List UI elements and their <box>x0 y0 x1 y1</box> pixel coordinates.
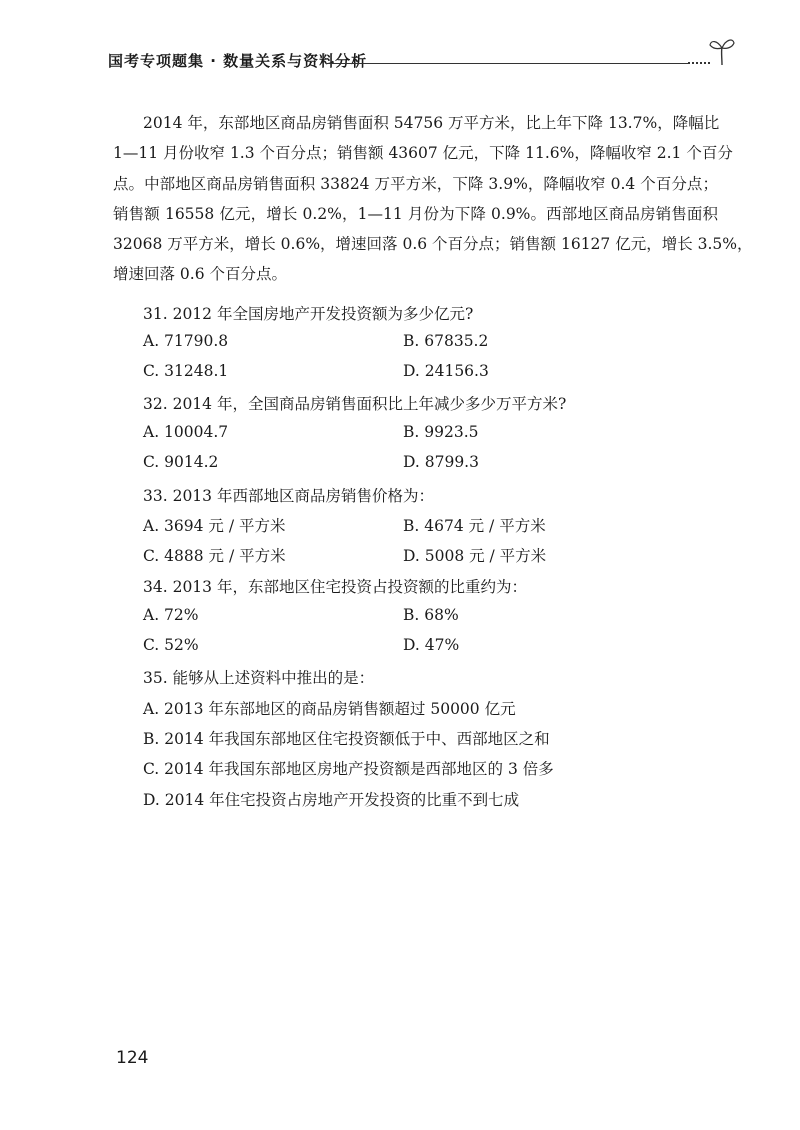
question-35-option-b: B. 2014 年我国东部地区住宅投资额低于中、西部地区之和 <box>143 730 550 748</box>
question-32-stem: 32. 2014 年，全国商品房销售面积比上年减少多少万平方米? <box>143 395 567 413</box>
question-34-option-a: A. 72% <box>143 606 199 624</box>
question-33-option-d: D. 5008 元 / 平方米 <box>403 547 547 565</box>
question-32-option-b: B. 9923.5 <box>403 423 479 441</box>
question-34-option-d: D. 47% <box>403 636 460 654</box>
question-31-option-a: A. 71790.8 <box>143 332 229 350</box>
question-31-stem: 31. 2012 年全国房地产开发投资额为多少亿元? <box>143 305 474 323</box>
question-31-option-c: C. 31248.1 <box>143 362 229 380</box>
header-rule <box>328 63 688 64</box>
running-header <box>108 48 718 78</box>
question-33-option-a: A. 3694 元 / 平方米 <box>143 517 286 535</box>
question-35-stem: 35. 能够从上述资料中推出的是： <box>143 669 375 687</box>
question-34-stem: 34. 2013 年，东部地区住宅投资占投资额的比重约为： <box>143 578 527 596</box>
passage-line: 1—11 月份收窄 1.3 个百分点；销售额 43607 亿元，下降 11.6%，降幅收窄 2.1 个百分 <box>113 144 733 163</box>
question-33-option-b: B. 4674 元 / 平方米 <box>403 517 546 535</box>
passage-line: 增速回落 0.6 个百分点。 <box>113 265 288 284</box>
question-35-option-d: D. 2014 年住宅投资占房地产开发投资的比重不到七成 <box>143 791 520 809</box>
question-34-option-b: B. 68% <box>403 606 459 624</box>
sprout-icon <box>708 36 736 66</box>
question-35-option-c: C. 2014 年我国东部地区房地产投资额是西部地区的 3 倍多 <box>143 760 554 778</box>
question-32-option-a: A. 10004.7 <box>143 423 229 441</box>
question-32-option-c: C. 9014.2 <box>143 453 219 471</box>
question-31-option-d: D. 24156.3 <box>403 362 489 380</box>
passage-line: 2014 年，东部地区商品房销售面积 54756 万平方米，比上年下降 13.7%，降幅比 <box>143 114 720 132</box>
data-passage <box>113 108 753 290</box>
question-32-option-d: D. 8799.3 <box>403 453 479 471</box>
question-33-stem: 33. 2013 年西部地区商品房销售价格为： <box>143 487 434 505</box>
question-35-option-a: A. 2013 年东部地区的商品房销售额超过 50000 亿元 <box>143 700 516 718</box>
book-title: 国考专项题集 · 数量关系与资料分析 <box>108 52 368 70</box>
header-rule-dots <box>688 62 710 64</box>
page-number: 124 <box>116 1048 149 1068</box>
question-34-option-c: C. 52% <box>143 636 199 654</box>
question-31-option-b: B. 67835.2 <box>403 332 489 350</box>
passage-line: 点。中部地区商品房销售面积 33824 万平方米，下降 3.9%，降幅收窄 0.4 个百分点； <box>113 174 718 193</box>
question-33-option-c: C. 4888 元 / 平方米 <box>143 547 286 565</box>
passage-line: 32068 万平方米，增长 0.6%，增速回落 0.6 个百分点；销售额 16127 亿元，增长 3.5%， <box>113 235 753 254</box>
passage-line: 销售额 16558 亿元，增长 0.2%，1—11 月份为下降 0.9%。西部地区商品房销售面积 <box>113 204 718 223</box>
